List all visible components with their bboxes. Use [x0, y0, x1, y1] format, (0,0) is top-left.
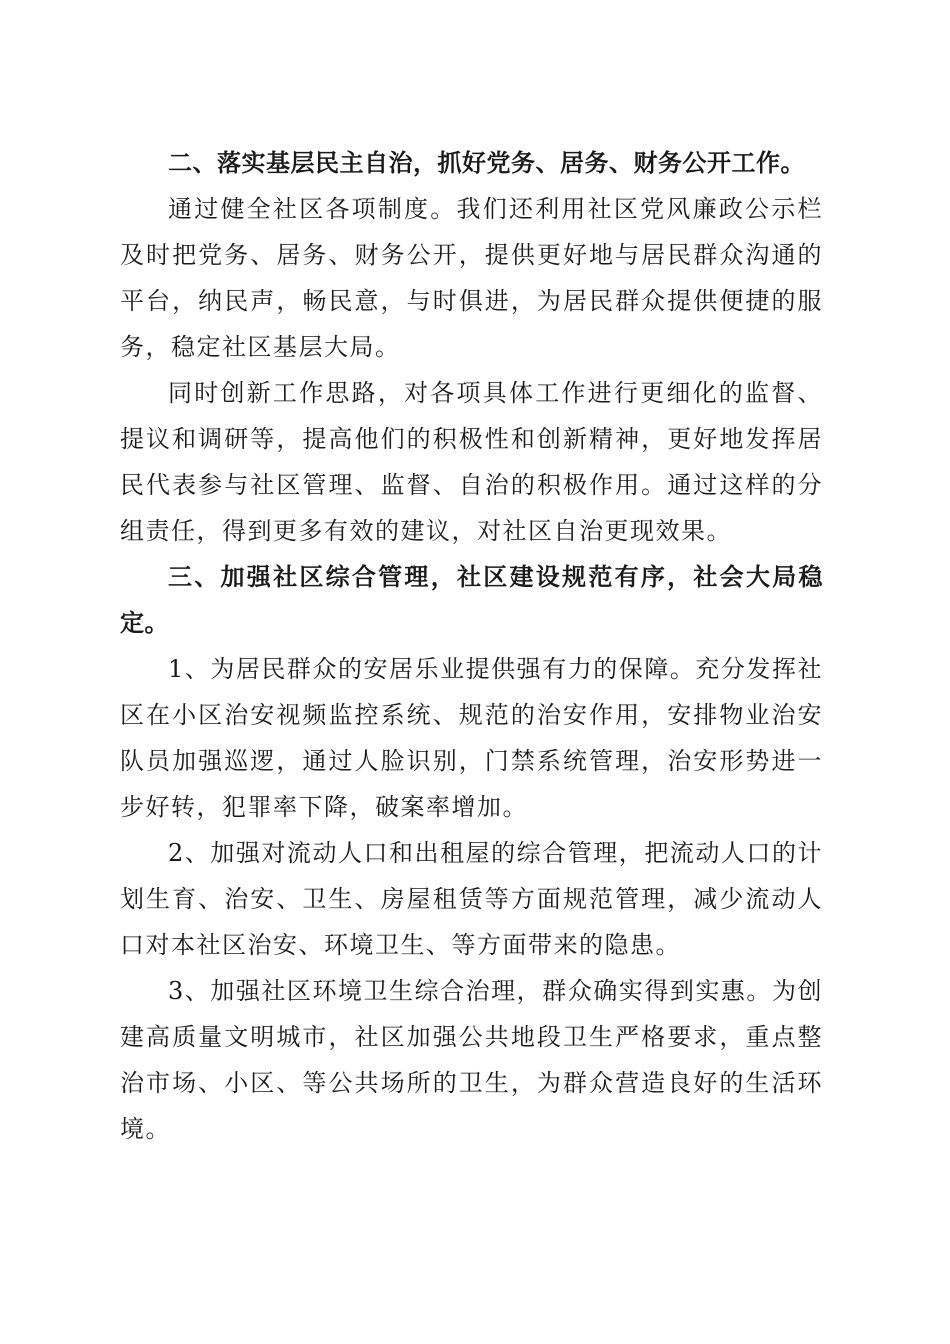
- paragraph: 2、加强对流动人口和出租屋的综合管理，把流动人口的计划生育、治安、卫生、房屋租赁等方面规范管理，减少流动人口对本社区治安、环境卫生、等方面带来的隐患。: [120, 839, 823, 959]
- paragraph: 通过健全社区各项制度。我们还利用社区党风廉政公示栏及时把党务、居务、财务公开，提供更好地与居民群众沟通的平台，纳民声，畅民意，与时俱进，为居民群众提供便捷的服务，稳定社区基层大局。: [120, 195, 823, 361]
- document-page: [120, 140, 823, 1152]
- section-heading-2: 二、落实基层民主自治，抓好党务、居务、财务公开工作。: [168, 149, 805, 177]
- section-heading-3: 三、加强社区综合管理，社区建设规范有序，社会大局稳定。: [120, 563, 823, 637]
- paragraph: 1、为居民群众的安居乐业提供强有力的保障。充分发挥社区在小区治安视频监控系统、规范的治安作用，安排物业治安队员加强巡逻，通过人脸识别，门禁系统管理，治安形势进一步好转，犯罪率下降，破案率增加。: [120, 655, 823, 821]
- paragraph: 同时创新工作思路，对各项具体工作进行更细化的监督、提议和调研等，提高他们的积极性和创新精神，更好地发挥居民代表参与社区管理、监督、自治的积极作用。通过这样的分组责任，得到更多有效的建议，对社区自治更现效果。: [120, 379, 823, 545]
- paragraph: 3、加强社区环境卫生综合治理，群众确实得到实惠。为创建高质量文明城市，社区加强公共地段卫生严格要求，重点整治市场、小区、等公共场所的卫生，为群众营造良好的生活环境。: [120, 977, 823, 1143]
